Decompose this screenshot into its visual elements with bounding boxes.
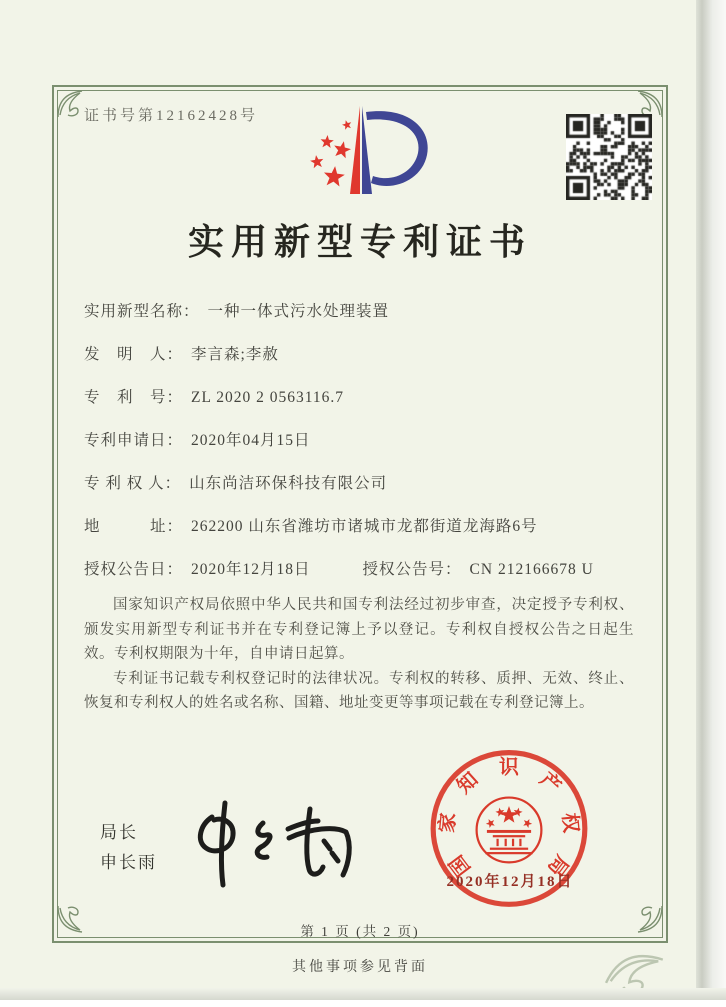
spacer — [311, 556, 363, 583]
certificate-title: 实用新型专利证书 — [187, 222, 532, 262]
field-row-filing-date — [84, 427, 630, 454]
field-value: 山东尚洁环保科技有限公司 — [189, 475, 388, 492]
field-value: 2020年04月15日 — [191, 432, 311, 449]
svg-text:国: 国 — [445, 850, 475, 880]
field-value: 一种一体式污水处理装置 — [207, 303, 390, 320]
field-label: 地 址： — [84, 518, 184, 535]
legal-paragraphs — [84, 593, 634, 716]
field-label: 专 利 号： — [84, 389, 184, 406]
field-row-address — [84, 513, 630, 540]
signer-name: 申长雨 — [100, 853, 157, 872]
svg-text:权: 权 — [557, 811, 582, 834]
frame-corner-ornament — [56, 89, 86, 119]
field-label: 专利申请日： — [84, 432, 184, 449]
field-row-inventors — [84, 341, 630, 368]
field-value: 262200 山东省潍坊市诸城市龙都街道龙海路6号 — [191, 518, 538, 535]
back-side-note: 其他事项参见背面 — [292, 960, 428, 975]
certificate-number: 证书号第12162428号 — [84, 108, 259, 124]
svg-text:家: 家 — [436, 811, 461, 834]
field-value: ZL 2020 2 0563116.7 — [191, 389, 345, 406]
svg-text:知: 知 — [453, 768, 483, 799]
svg-text:局: 局 — [543, 850, 573, 880]
grant-no-label: 授权公告号： — [362, 561, 462, 578]
logo-stars — [310, 120, 351, 186]
national-emblem-icon — [477, 798, 542, 863]
svg-text:产: 产 — [535, 768, 565, 799]
svg-text:识: 识 — [499, 756, 519, 779]
grant-no-value: CN 212166678 U — [469, 561, 594, 578]
field-row-grant — [84, 556, 630, 583]
signer-block — [100, 818, 157, 878]
page-number: 第 1 页 (共 2 页) — [300, 924, 420, 939]
field-value: 李言森;李赦 — [191, 346, 279, 363]
certificate-fields — [84, 298, 630, 599]
logo-blue-bowl — [366, 111, 428, 186]
scan-bottom-edge — [0, 988, 726, 1000]
logo-red-wedge — [350, 106, 360, 194]
legal-paragraph-2: 专利证书记载专利权登记时的法律状况。专利权的转移、质押、无效、终止、恢复和专利权人的姓名或名称、国籍、地址变更等事项记载在专利登记簿上。 — [84, 670, 634, 711]
field-row-patent-no — [84, 384, 630, 411]
field-label: 实用新型名称： — [84, 303, 200, 320]
scan-right-edge — [696, 0, 726, 1000]
cnipa-logo-icon — [290, 100, 440, 202]
field-label: 发 明 人： — [84, 346, 184, 363]
field-row-name — [84, 298, 630, 325]
signer-title: 局长 — [100, 823, 138, 842]
qr-code-icon — [566, 114, 652, 200]
field-row-patentee — [84, 470, 630, 497]
legal-paragraph-1: 国家知识产权局依照中华人民共和国专利法经过初步审查，决定授予专利权、颁发实用新型专利证书并在专利登记簿上予以登记。专利权自授权公告之日起生效。专利权期限为十年，自申请日起算。 — [84, 597, 634, 662]
grant-date-label: 授权公告日： — [84, 561, 184, 578]
commissioner-signature-icon — [150, 795, 370, 890]
grant-date-value: 2020年12月18日 — [191, 561, 311, 578]
seal-date: 2020年12月18日 — [446, 874, 574, 890]
field-label: 专 利 权 人： — [84, 475, 182, 492]
